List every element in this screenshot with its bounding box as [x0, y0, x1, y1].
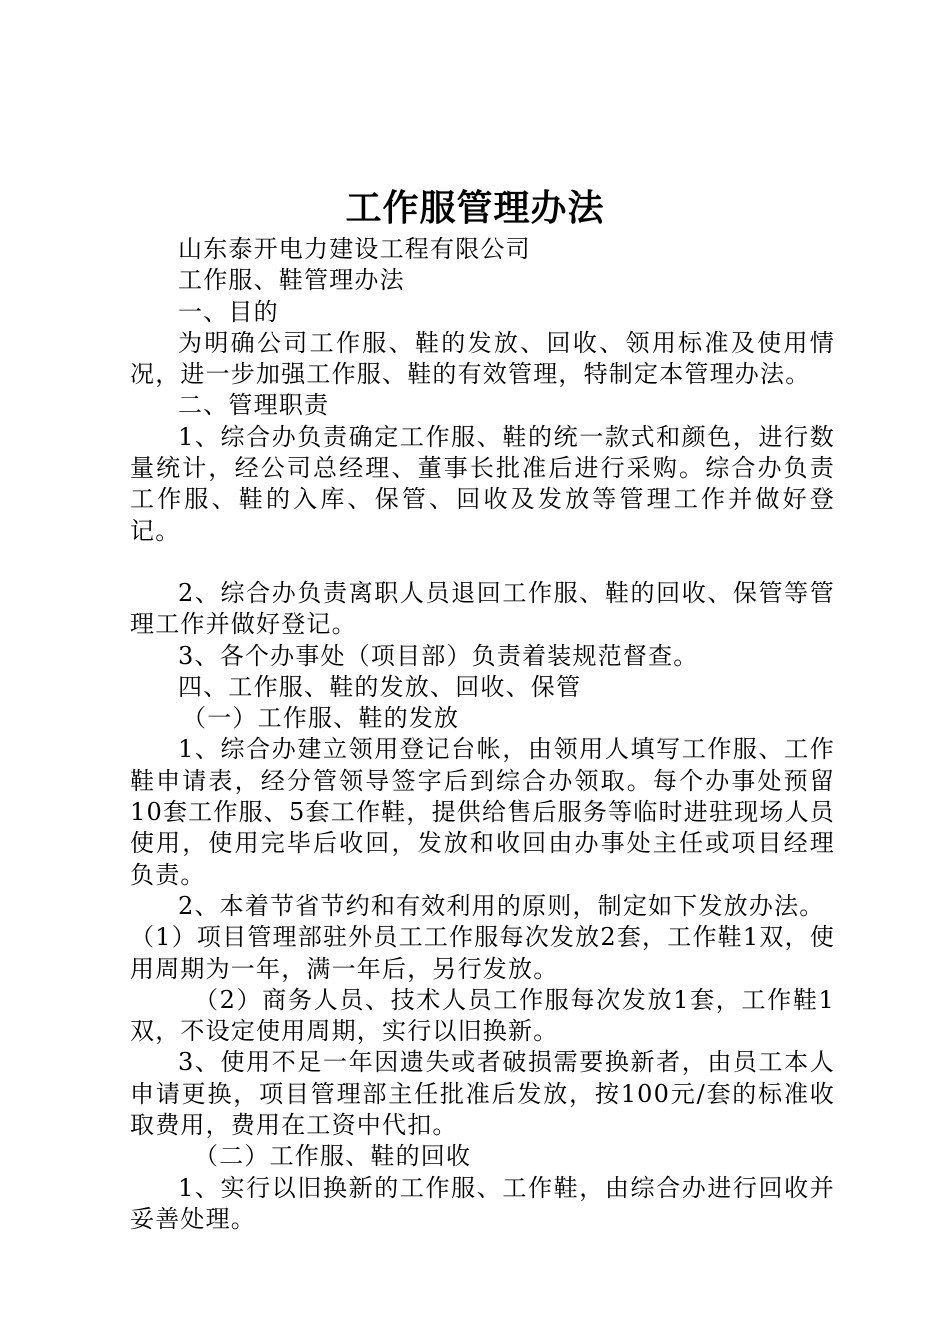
- section-heading-duties: 二、管理职责: [178, 391, 330, 420]
- paragraph-duty-1: 1、综合办负责确定工作服、鞋的统一款式和颜色，进行数量统计，经公司总经理、董事长批准后进行采购。综合办负责工作服、鞋的入库、保管、回收及发放等管理工作并做好登记。: [130, 422, 835, 545]
- company-name: 山东泰开电力建设工程有限公司: [178, 235, 531, 263]
- paragraph-issue-2: 2、本着节省节约和有效利用的原则，制定如下发放办法。: [178, 891, 825, 920]
- document-body: [130, 234, 835, 1235]
- subsection-heading-recovery: （二）工作服、鞋的回收: [194, 1142, 472, 1171]
- blank-line: [130, 547, 835, 578]
- paragraph-purpose: 为明确公司工作服、鞋的发放、回收、领用标准及使用情况，进一步加强工作服、鞋的有效管理，特制定本管理办法。: [130, 328, 835, 389]
- paragraph-duty-2: 2、综合办负责离职人员退回工作服、鞋的回收、保管等管理工作并做好登记。: [130, 578, 835, 639]
- paragraph-issue-2-item-1: （1）项目管理部驻外员工工作服每次发放2套，工作鞋1双，使用周期为一年，满一年后，另行发放。: [130, 923, 835, 983]
- document-title: 工作服管理办法: [345, 187, 605, 229]
- paragraph-recovery-1: 1、实行以旧换新的工作服、工作鞋，由综合办进行回收并妥善处理。: [130, 1173, 835, 1233]
- paragraph-issue-1: 1、综合办建立领用登记台帐，由领用人填写工作服、工作鞋申请表，经分管领导签字后到综合办领取。每个办事处预留10套工作服、5套工作鞋，提供给售后服务等临时进驻现场人员使用，使用完毕后收回，发放和收回由办事处主任或项目经理负责。: [130, 735, 835, 889]
- paragraph-issue-2-item-2: （2）商务人员、技术人员工作服每次发放1套，工作鞋1双，不设定使用周期，实行以旧换新。: [130, 985, 835, 1046]
- section-heading-distribution: 四、工作服、鞋的发放、回收、保管: [178, 672, 582, 701]
- paragraph-issue-3: 3、使用不足一年因遗失或者破损需要换新者，由员工本人申请更换，项目管理部主任批准后发放，按100元/套的标准收取费用，费用在工资中代扣。: [130, 1048, 835, 1140]
- section-heading-purpose: 一、目的: [178, 297, 279, 326]
- subsection-heading-issue: （一）工作服、鞋的发放: [182, 704, 460, 733]
- paragraph-duty-3: 3、各个办事处（项目部）负责着装规范督查。: [178, 641, 699, 670]
- subtitle: 工作服、鞋管理办法: [178, 266, 405, 295]
